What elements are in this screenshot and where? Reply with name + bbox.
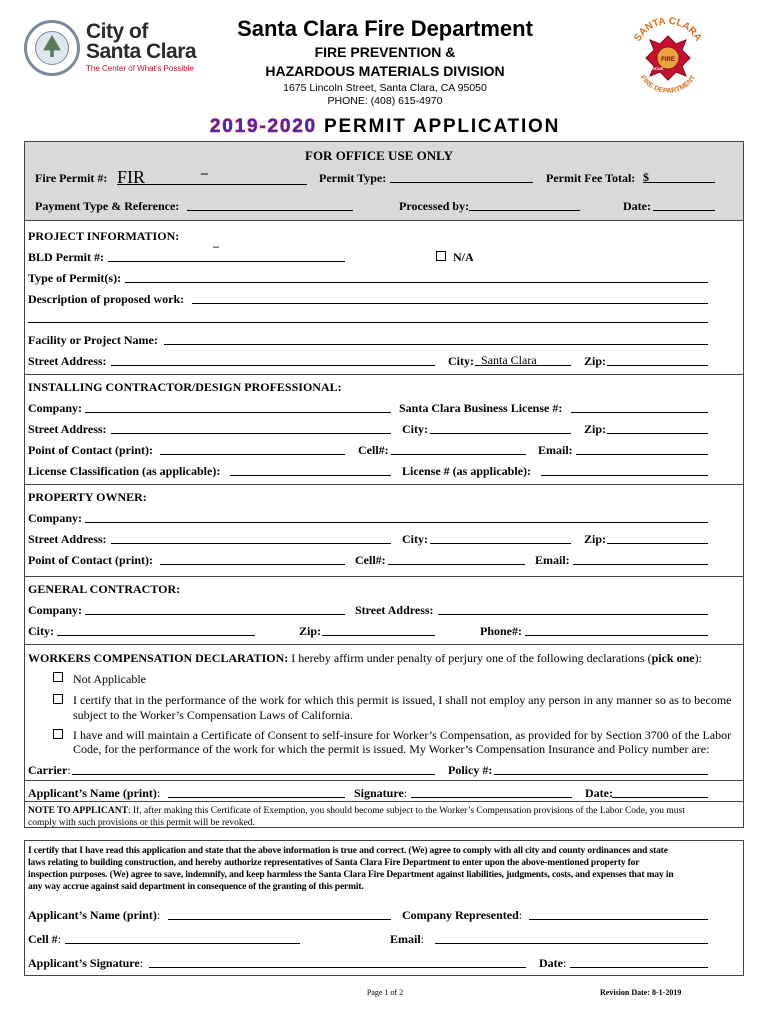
cert-company-field[interactable] bbox=[529, 908, 708, 920]
installer-poc-label: Point of Contact (print): bbox=[28, 443, 153, 457]
wc-intro bbox=[28, 651, 702, 665]
owner-email-label: Email: bbox=[535, 553, 570, 567]
policy-field[interactable] bbox=[494, 763, 708, 775]
installer-street-label: Street Address: bbox=[28, 422, 107, 436]
project-zip-label: Zip: bbox=[584, 354, 607, 368]
owner-section bbox=[24, 485, 744, 577]
license-class-label: License Classification (as applicable): bbox=[28, 464, 221, 478]
cert-line2: laws relating to building construction, and hereby authorize representatives of Santa Clara Fire Department to enter upon the above-mentioned property for bbox=[28, 858, 640, 868]
owner-zip-field[interactable] bbox=[607, 532, 708, 544]
fire-department-badge-icon bbox=[628, 14, 708, 104]
permit-fee-label: Permit Fee Total: bbox=[546, 171, 636, 185]
wc-option-not-applicable-checkbox[interactable] bbox=[53, 672, 63, 682]
gc-company-field[interactable] bbox=[85, 603, 345, 615]
business-license-label: Santa Clara Business License #: bbox=[399, 401, 563, 415]
cert-date-field[interactable] bbox=[570, 956, 708, 968]
license-number-label: License # (as applicable): bbox=[402, 464, 531, 478]
installer-company-field[interactable] bbox=[85, 401, 391, 413]
office-heading: FOR OFFICE USE ONLY bbox=[305, 148, 453, 163]
permit-fee-symbol: $ bbox=[643, 170, 649, 184]
wc-option-certificate-checkbox[interactable] bbox=[53, 729, 63, 739]
office-date-label: Date: bbox=[623, 199, 651, 213]
cert-signature-field[interactable] bbox=[149, 956, 526, 968]
wc-option2-line2: subject to the Worker’s Compensation Laws of California. bbox=[73, 708, 353, 722]
city-tagline: The Center of What's Possible bbox=[86, 64, 194, 73]
gc-city-label: City: bbox=[28, 624, 54, 638]
bld-permit-label: BLD Permit #: bbox=[28, 250, 104, 264]
fire-permit-dash: – bbox=[201, 166, 208, 181]
note-line2: comply with such provisions or this permit will be revoked. bbox=[28, 818, 255, 828]
installer-email-label: Email: bbox=[538, 443, 573, 457]
gc-phone-label: Phone#: bbox=[480, 624, 522, 638]
cert-signature-label: Applicant’s Signature: bbox=[28, 956, 144, 970]
cert-line3: inspection purposes. (We) agree to save, indemnify, and keep harmless the Santa Clara Fire Department against liabilities, judgments, costs, and expenses that may in bbox=[28, 870, 674, 880]
bld-permit-field[interactable] bbox=[108, 239, 345, 262]
cert-applicant-field[interactable] bbox=[168, 908, 391, 920]
owner-poc-field[interactable] bbox=[160, 553, 345, 565]
wc-option2-line1: I certify that in the performance of the work for which this permit is issued, I shall not employ any person in any manner so as to become bbox=[73, 693, 732, 707]
business-license-field[interactable] bbox=[571, 401, 708, 413]
badge-center-text: FIRE bbox=[661, 57, 675, 63]
wc-heading: WORKERS COMPENSATION DECLARATION: bbox=[28, 651, 289, 665]
gc-phone-field[interactable] bbox=[525, 624, 708, 636]
gc-street-field[interactable] bbox=[438, 603, 708, 615]
description-label: Description of proposed work: bbox=[28, 292, 185, 306]
workers-comp-section bbox=[24, 645, 744, 828]
owner-cell-label: Cell#: bbox=[355, 553, 386, 567]
wc-option3-line1: I have and will maintain a Certificate of Consent to self-insure for Worker’s Compensation, as provided for by Section 3700 of the Labor bbox=[73, 728, 732, 742]
installer-heading: INSTALLING CONTRACTOR/DESIGN PROFESSIONAL: bbox=[28, 380, 342, 394]
type-permit-field[interactable] bbox=[125, 271, 708, 283]
gc-section bbox=[24, 577, 744, 645]
gc-company-label: Company: bbox=[28, 603, 83, 617]
project-street-label: Street Address: bbox=[28, 354, 107, 368]
department-phone: PHONE: (408) 615-4970 bbox=[327, 95, 443, 107]
project-city-value: Santa Clara bbox=[481, 353, 537, 367]
wc-date-label: Date: bbox=[585, 786, 613, 800]
facility-label: Facility or Project Name: bbox=[28, 333, 158, 347]
owner-cell-field[interactable] bbox=[388, 553, 525, 565]
gc-street-label: Street Address: bbox=[355, 603, 434, 617]
installer-city-label: City: bbox=[402, 422, 428, 436]
project-city-field[interactable] bbox=[475, 354, 571, 366]
na-label: N/A bbox=[453, 250, 474, 264]
license-class-field[interactable] bbox=[230, 464, 391, 476]
fire-permit-label: Fire Permit #: bbox=[35, 171, 108, 185]
division-line1: FIRE PREVENTION & bbox=[314, 44, 456, 60]
division-line2: HAZARDOUS MATERIALS DIVISION bbox=[265, 63, 505, 79]
cert-email-field[interactable] bbox=[435, 932, 708, 944]
owner-email-field[interactable] bbox=[573, 553, 708, 565]
payment-label: Payment Type & Reference: bbox=[35, 199, 180, 213]
wc-intro-text: I hereby affirm under penalty of perjury one of the following declarations ( bbox=[291, 651, 652, 665]
wc-intro-bold: pick one bbox=[651, 651, 695, 665]
fire-permit-prefix: FIR bbox=[117, 167, 146, 187]
owner-city-label: City: bbox=[402, 532, 428, 546]
wc-option3-line2: Code, for the performance of the work for which the permit is issued. My Worker’s Compensation Insurance and Policy number are: bbox=[73, 742, 710, 756]
wc-option-no-employees-checkbox[interactable] bbox=[53, 694, 63, 704]
application-title bbox=[0, 116, 770, 138]
project-city-label: City: bbox=[448, 354, 474, 368]
description-field[interactable] bbox=[192, 292, 708, 304]
cert-cell-field[interactable] bbox=[65, 932, 300, 944]
cert-line4: any way accrue against said department in consequence of the granting of this permit. bbox=[28, 882, 364, 892]
gc-city-field[interactable] bbox=[57, 624, 255, 636]
city-logo-line1: City of bbox=[86, 20, 148, 43]
project-section bbox=[24, 221, 744, 375]
facility-field[interactable] bbox=[164, 333, 708, 345]
permit-type-label: Permit Type: bbox=[319, 171, 387, 185]
wc-applicant-label: Applicant’s Name (print): bbox=[28, 786, 161, 800]
installer-poc-field[interactable] bbox=[160, 443, 345, 455]
cert-applicant-label: Applicant’s Name (print): bbox=[28, 908, 161, 922]
certification-section bbox=[24, 840, 744, 976]
department-title: Santa Clara Fire Department bbox=[237, 16, 533, 41]
permit-type-field[interactable] bbox=[390, 171, 533, 183]
badge-left-text: RESCUE bbox=[646, 66, 664, 71]
processed-label: Processed by: bbox=[399, 199, 470, 213]
cert-date-label: Date: bbox=[539, 956, 567, 970]
description-field-line2[interactable] bbox=[28, 311, 708, 323]
project-zip-field[interactable] bbox=[607, 354, 708, 366]
installer-email-field[interactable] bbox=[576, 443, 708, 455]
wc-applicant-field[interactable] bbox=[168, 786, 345, 798]
cert-email-label: Email: bbox=[390, 932, 425, 946]
bld-permit-dash: – bbox=[213, 239, 219, 253]
owner-poc-label: Point of Contact (print): bbox=[28, 553, 153, 567]
owner-company-field[interactable] bbox=[85, 511, 708, 523]
application-title-text: PERMIT APPLICATION bbox=[324, 116, 561, 137]
owner-street-field[interactable] bbox=[111, 532, 391, 544]
cert-cell-label: Cell #: bbox=[28, 932, 62, 946]
installer-cell-field[interactable] bbox=[391, 443, 526, 455]
owner-zip-label: Zip: bbox=[584, 532, 607, 546]
installer-zip-field[interactable] bbox=[607, 422, 708, 434]
owner-company-label: Company: bbox=[28, 511, 83, 525]
payment-field[interactable] bbox=[187, 199, 353, 211]
gc-zip-label: Zip: bbox=[299, 624, 322, 638]
wc-signature-label: Signature: bbox=[354, 786, 408, 800]
department-address: 1675 Lincoln Street, Santa Clara, CA 95050 bbox=[283, 82, 487, 94]
office-date-field[interactable] bbox=[653, 199, 715, 211]
cert-company-label: Company Represented: bbox=[402, 908, 523, 922]
wc-option1-text: Not Applicable bbox=[73, 672, 146, 686]
license-number-field[interactable] bbox=[541, 464, 708, 476]
city-logo-line2: Santa Clara bbox=[86, 40, 197, 63]
fire-permit-field[interactable] bbox=[117, 166, 307, 187]
installer-street-field[interactable] bbox=[111, 422, 391, 434]
type-permit-label: Type of Permit(s): bbox=[28, 271, 122, 285]
owner-street-label: Street Address: bbox=[28, 532, 107, 546]
installer-zip-label: Zip: bbox=[584, 422, 607, 436]
project-heading: PROJECT INFORMATION: bbox=[28, 229, 180, 243]
carrier-label: Carrier: bbox=[28, 763, 71, 777]
installer-section bbox=[24, 375, 744, 485]
policy-label: Policy #: bbox=[448, 763, 493, 777]
office-use-section bbox=[24, 141, 744, 221]
na-checkbox[interactable] bbox=[436, 251, 446, 261]
owner-heading: PROPERTY OWNER: bbox=[28, 490, 147, 504]
page-number: Page 1 of 2 bbox=[366, 988, 404, 997]
carrier-field[interactable] bbox=[72, 763, 435, 775]
gc-zip-field[interactable] bbox=[322, 624, 435, 636]
gc-heading: GENERAL CONTRACTOR: bbox=[28, 582, 181, 596]
note-line1: NOTE TO APPLICANT: If, after making this Certificate of Exemption, you should become subject to the Worker’s Compensation provisions of the Labor Code, you must bbox=[28, 806, 685, 816]
permit-fee-field[interactable] bbox=[643, 171, 715, 183]
application-year: 2019-2020 bbox=[209, 116, 317, 137]
wc-signature-field[interactable] bbox=[411, 786, 572, 798]
installer-cell-label: Cell#: bbox=[358, 443, 389, 457]
badge-top-text: SANTA CLARA bbox=[632, 15, 704, 44]
installer-company-label: Company: bbox=[28, 401, 83, 415]
revision-date: Revision Date: 8-1-2019 bbox=[600, 988, 682, 997]
owner-city-field[interactable] bbox=[430, 532, 571, 544]
project-street-field[interactable] bbox=[111, 354, 435, 366]
processed-field[interactable] bbox=[469, 199, 580, 211]
wc-date-field[interactable] bbox=[612, 786, 708, 798]
cert-line1: I certify that I have read this application and state that the above information is true and correct. (We) agree to comply with all city and county ordinances and state bbox=[28, 846, 668, 856]
wc-intro-end: ): bbox=[694, 651, 702, 665]
installer-city-field[interactable] bbox=[430, 422, 571, 434]
badge-bottom-text: FIRE DEPARTMENT bbox=[638, 74, 698, 95]
